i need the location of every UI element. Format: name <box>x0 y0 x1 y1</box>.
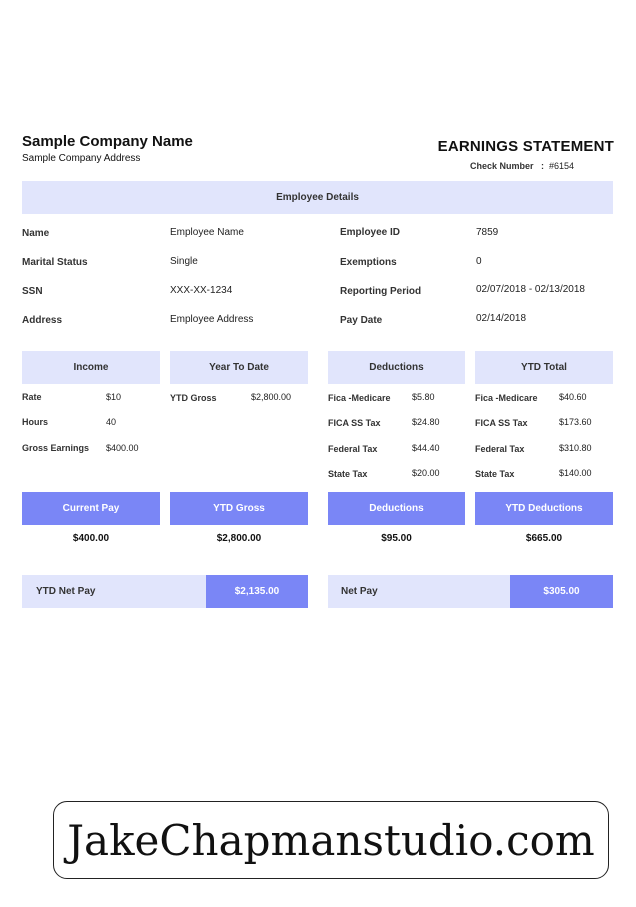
exemptions-value: 0 <box>476 256 482 267</box>
company-address: Sample Company Address <box>22 153 141 164</box>
employee-details-header: Employee Details <box>22 181 613 214</box>
ytd-gross-label: YTD Gross <box>170 393 217 403</box>
watermark-banner: JakeChapmanstudio.com <box>53 801 609 879</box>
deduction-medicare-value: $5.80 <box>412 392 435 402</box>
income-hours-label: Hours <box>22 417 49 427</box>
ytd-gross-total-value: $2,800.00 <box>216 533 262 544</box>
income-rate-label: Rate <box>22 392 42 402</box>
current-pay-value: $400.00 <box>72 533 110 544</box>
ytd-total-state-label: State Tax <box>475 469 515 479</box>
ytd-total-header: YTD Total <box>475 351 613 384</box>
ssn-value: XXX-XX-1234 <box>170 285 233 296</box>
deduction-state-label: State Tax <box>328 469 368 479</box>
income-gross-label: Gross Earnings <box>22 443 90 453</box>
deduction-medicare-label: Fica -Medicare <box>328 393 391 403</box>
deductions-header: Deductions <box>328 351 465 384</box>
ytd-total-federal-label: Federal Tax <box>475 444 525 454</box>
net-pay-label: Net Pay <box>341 586 378 597</box>
pay-date-label: Pay Date <box>340 315 383 326</box>
ytd-total-ss-value: $173.60 <box>559 417 592 427</box>
ssn-label: SSN <box>22 286 43 297</box>
ytd-net-pay-label: YTD Net Pay <box>36 586 96 597</box>
income-rate-value: $10 <box>106 392 122 402</box>
ytd-gross-value: $2,800.00 <box>251 392 292 402</box>
ytd-net-pay-value: $2,135.00 <box>206 575 308 608</box>
check-number-label: Check Number : <box>470 161 545 171</box>
income-header: Income <box>22 351 160 384</box>
marital-status-value: Single <box>170 256 198 267</box>
employee-id-value: 7859 <box>476 227 499 238</box>
year-to-date-header: Year To Date <box>170 351 308 384</box>
ytd-total-medicare-value: $40.60 <box>559 392 587 402</box>
reporting-period-value: 02/07/2018 - 02/13/2018 <box>476 284 585 295</box>
current-pay-header: Current Pay <box>22 492 160 525</box>
ytd-total-state-value: $140.00 <box>559 468 592 478</box>
statement-title: EARNINGS STATEMENT <box>437 138 614 155</box>
marital-status-label: Marital Status <box>22 257 88 268</box>
deduction-federal-label: Federal Tax <box>328 444 378 454</box>
name-value: Employee Name <box>170 227 244 238</box>
ytd-total-medicare-label: Fica -Medicare <box>475 393 538 403</box>
income-gross-value: $400.00 <box>106 443 139 453</box>
deductions-summary-header: Deductions <box>328 492 465 525</box>
deduction-ss-label: FICA SS Tax <box>328 418 381 428</box>
ytd-gross-header: YTD Gross <box>170 492 308 525</box>
net-pay-box <box>328 575 613 608</box>
address-value: Employee Address <box>170 314 254 325</box>
employee-id-label: Employee ID <box>340 227 401 238</box>
check-number-value: #6154 <box>549 161 575 171</box>
deduction-state-value: $20.00 <box>412 468 440 478</box>
exemptions-label: Exemptions <box>340 257 397 268</box>
income-hours-value: 40 <box>106 417 117 427</box>
ytd-total-federal-value: $310.80 <box>559 443 592 453</box>
pay-date-value: 02/14/2018 <box>476 313 527 324</box>
deduction-federal-value: $44.40 <box>412 443 440 453</box>
address-label: Address <box>22 315 63 326</box>
deductions-total-value: $95.00 <box>381 533 412 544</box>
ytd-deductions-total-value: $665.00 <box>525 533 563 544</box>
company-name: Sample Company Name <box>22 133 193 150</box>
ytd-net-pay-box <box>22 575 308 608</box>
name-label: Name <box>22 228 50 239</box>
deduction-ss-value: $24.80 <box>412 417 440 427</box>
reporting-period-label: Reporting Period <box>340 286 422 297</box>
ytd-deductions-header: YTD Deductions <box>475 492 613 525</box>
ytd-total-ss-label: FICA SS Tax <box>475 418 528 428</box>
net-pay-value: $305.00 <box>510 575 613 608</box>
